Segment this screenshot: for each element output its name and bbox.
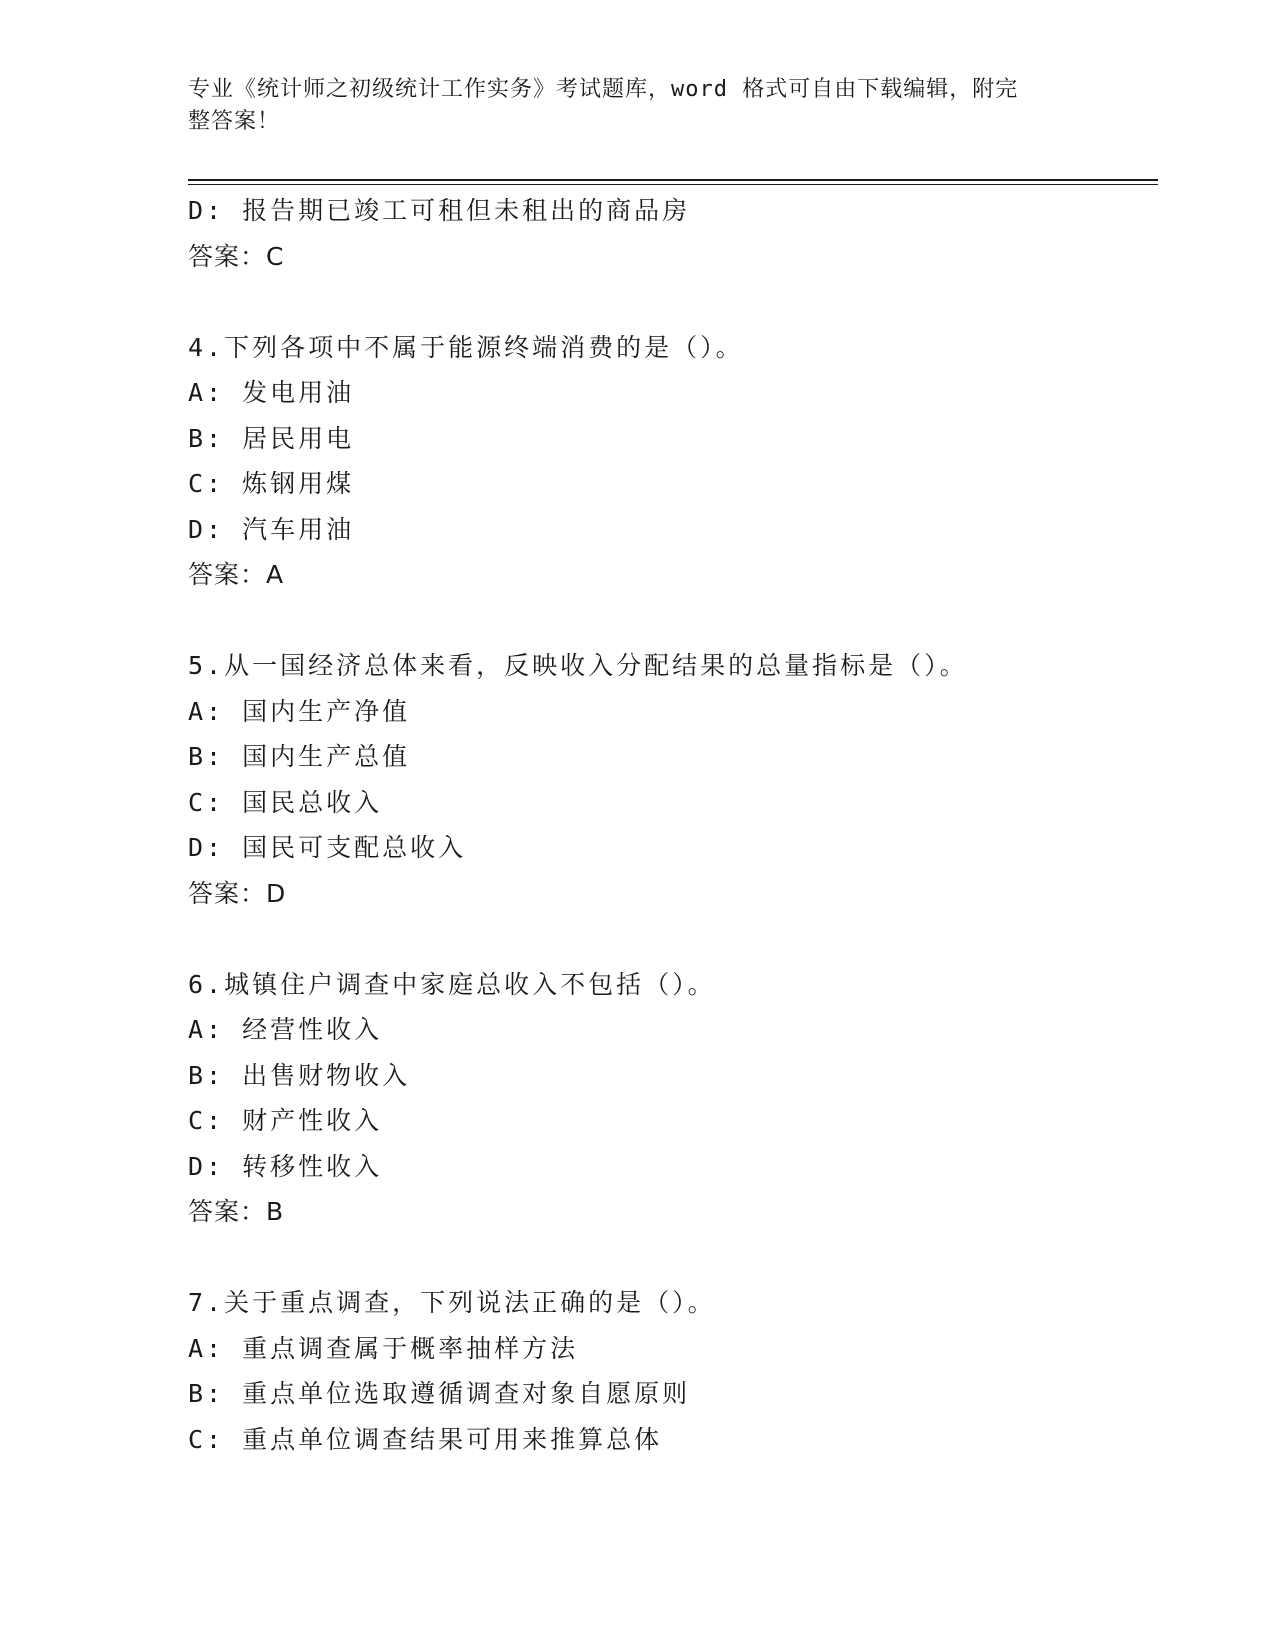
- question-4: [188, 325, 1168, 598]
- answer-line: 答案：A: [188, 560, 285, 589]
- question-stem: 4.下列各项中不属于能源终端消费的是（）。: [188, 332, 744, 362]
- question-3-tail: [188, 188, 1168, 279]
- option-d: D: 转移性收入: [188, 1151, 383, 1181]
- question-stem: 7.关于重点调查，下列说法正确的是（）。: [188, 1288, 716, 1317]
- header-line-2: 整答案！: [188, 109, 281, 134]
- question-5: [188, 643, 1168, 916]
- option-a: A: 国内生产净值: [188, 696, 411, 726]
- answer-line: 答案：C: [188, 241, 285, 271]
- question-stem: 6.城镇住户调查中家庭总收入不包括（）。: [188, 969, 716, 999]
- answer-line: 答案：B: [188, 1197, 285, 1226]
- option-d: D: 国民可支配总收入: [188, 833, 467, 862]
- header-divider: [188, 179, 1158, 181]
- option-c: C: 国民总收入: [188, 787, 383, 817]
- option-b: B: 国内生产总值: [188, 742, 411, 771]
- option-a: A: 发电用油: [188, 378, 355, 407]
- option-a: A: 经营性收入: [188, 1015, 383, 1044]
- option-b: B: 居民用电: [188, 423, 355, 453]
- option-a: A: 重点调查属于概率抽样方法: [188, 1333, 579, 1363]
- option-d: D: 汽车用油: [188, 514, 355, 544]
- header-divider-thin: [188, 184, 1158, 185]
- spacer: [188, 279, 1168, 325]
- answer-line: 答案：D: [188, 878, 287, 908]
- spacer: [188, 1235, 1168, 1281]
- option-b: B: 出售财物收入: [188, 1060, 411, 1090]
- question-stem: 5.从一国经济总体来看，反映收入分配结果的总量指标是（）。: [188, 651, 968, 680]
- header-line-1: 专业《统计师之初级统计工作实务》考试题库，word 格式可自由下载编辑，附完: [188, 77, 1019, 102]
- question-list: [188, 188, 1168, 1462]
- option-d: D: 报告期已竣工可租但未租出的商品房: [188, 196, 691, 225]
- spacer: [188, 916, 1168, 962]
- question-7: [188, 1280, 1168, 1462]
- option-b: B: 重点单位选取遵循调查对象自愿原则: [188, 1379, 691, 1408]
- question-6: [188, 962, 1168, 1235]
- document-header: [188, 74, 1068, 138]
- spacer: [188, 598, 1168, 644]
- option-c: C: 炼钢用煤: [188, 469, 355, 498]
- option-c: C: 重点单位调查结果可用来推算总体: [188, 1424, 663, 1454]
- option-c: C: 财产性收入: [188, 1106, 383, 1135]
